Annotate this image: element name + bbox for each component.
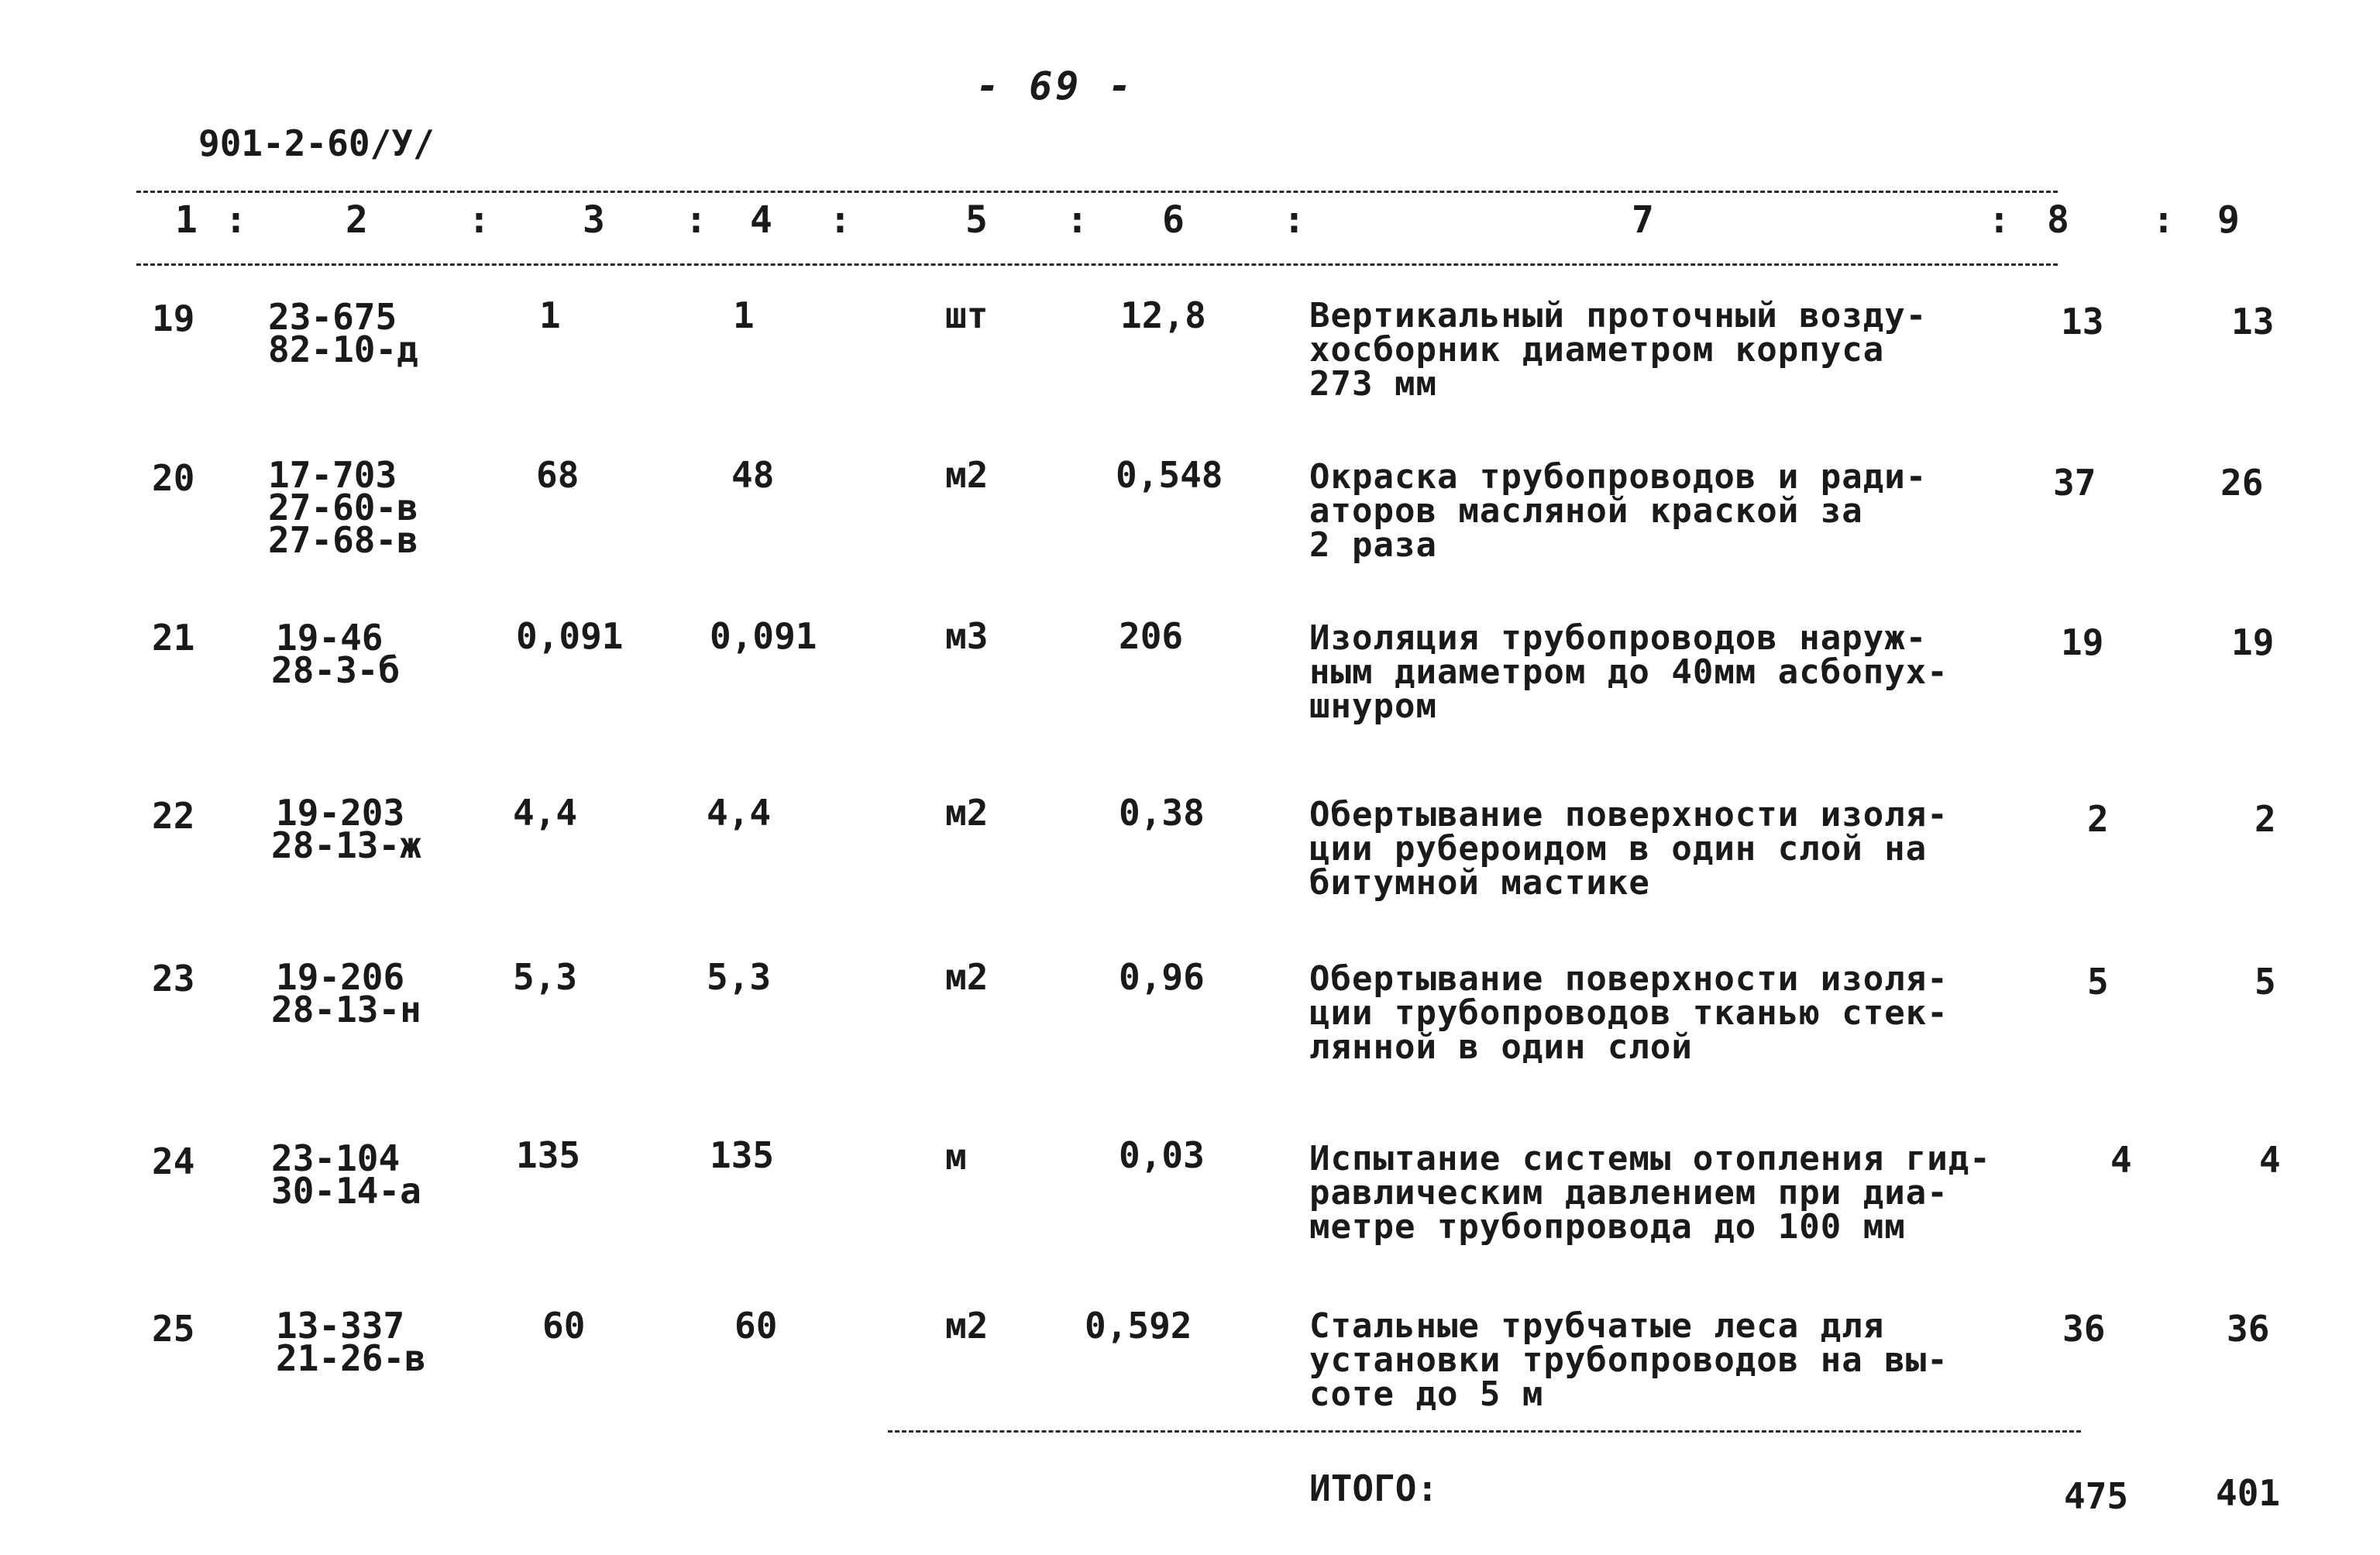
amount-col9: 5 <box>2254 961 2276 1003</box>
unit-price: 0,592 <box>1085 1305 1192 1347</box>
total-separator-rule <box>888 1430 2081 1433</box>
quantity-col3: 1 <box>539 294 561 336</box>
header-top-rule <box>136 191 2058 193</box>
unit: м <box>945 1136 967 1178</box>
page-number: - 69 - <box>976 64 1135 108</box>
quantity-col4: 0,091 <box>710 615 817 657</box>
work-description: Испытание системы отопления гид- <box>1309 1139 1991 1178</box>
norm-code: 19-46 <box>276 617 383 659</box>
total-col8: 475 <box>2064 1475 2129 1517</box>
col-header-1: 1 <box>175 198 198 242</box>
work-description: 273 мм <box>1309 364 1437 404</box>
norm-code: 28-13-ж <box>271 824 421 866</box>
unit: м2 <box>945 956 989 998</box>
col-separator: : <box>685 198 707 242</box>
amount-col8: 19 <box>2061 621 2104 663</box>
work-description: Обертывание поверхности изоля- <box>1309 795 1948 834</box>
col-separator: : <box>829 198 851 242</box>
col-separator: : <box>1283 198 1305 242</box>
work-description: ции трубопроводов тканью стек- <box>1309 993 1948 1033</box>
work-description: Вертикальный проточный возду- <box>1309 296 1928 335</box>
norm-code: 28-3-б <box>271 649 401 691</box>
row-number: 25 <box>152 1308 195 1350</box>
work-description: аторов масляной краской за <box>1309 491 1863 531</box>
col-header-5: 5 <box>965 198 988 242</box>
quantity-col3: 60 <box>542 1305 586 1347</box>
work-description: шнуром <box>1309 686 1437 726</box>
quantity-col3: 0,091 <box>516 615 624 657</box>
norm-code: 21-26-в <box>276 1337 426 1379</box>
row-number: 20 <box>152 457 195 499</box>
col-header-3: 3 <box>583 198 605 242</box>
row-number: 22 <box>152 795 195 837</box>
amount-col9: 4 <box>2259 1139 2281 1181</box>
amount-col9: 2 <box>2254 798 2276 840</box>
amount-col9: 19 <box>2231 621 2275 663</box>
col-header-9: 9 <box>2217 198 2240 242</box>
col-separator: : <box>1066 198 1089 242</box>
quantity-col4: 4,4 <box>707 792 772 834</box>
work-description: соте до 5 м <box>1309 1374 1544 1414</box>
work-description: установки трубопроводов на вы- <box>1309 1340 1948 1380</box>
unit-price: 0,03 <box>1119 1134 1205 1176</box>
total-label: ИТОГО: <box>1309 1467 1439 1509</box>
work-description: ции рубероидом в один слой на <box>1309 829 1928 869</box>
norm-code: 27-60-в <box>268 487 418 528</box>
work-description: хосборник диаметром корпуса <box>1309 330 1885 370</box>
work-description: метре трубопровода до 100 мм <box>1309 1207 1906 1247</box>
norm-code: 17-703 <box>268 454 397 496</box>
document-code: 901-2-60/У/ <box>198 122 435 164</box>
row-number: 19 <box>152 298 195 339</box>
quantity-col4: 5,3 <box>707 956 772 998</box>
norm-code: 27-68-в <box>268 519 418 561</box>
total-col9: 401 <box>2216 1472 2281 1514</box>
quantity-col3: 68 <box>536 454 580 496</box>
unit: м2 <box>945 792 989 834</box>
work-description: ным диаметром до 40мм асбопух- <box>1309 652 1948 692</box>
norm-code: 13-337 <box>276 1305 405 1347</box>
work-description: Окраска трубопроводов и ради- <box>1309 457 1928 497</box>
amount-col8: 2 <box>2087 798 2109 840</box>
unit-price: 0,96 <box>1119 956 1205 998</box>
unit: м2 <box>945 1305 989 1347</box>
row-number: 24 <box>152 1140 195 1182</box>
unit-price: 0,38 <box>1119 792 1205 834</box>
col-header-6: 6 <box>1162 198 1185 242</box>
amount-col9: 13 <box>2231 301 2275 342</box>
work-description: Изоляция трубопроводов наруж- <box>1309 618 1928 658</box>
row-number: 21 <box>152 617 195 659</box>
col-separator: : <box>468 198 490 242</box>
quantity-col4: 1 <box>733 294 755 336</box>
quantity-col3: 5,3 <box>513 956 578 998</box>
quantity-col4: 60 <box>734 1305 778 1347</box>
amount-col9: 26 <box>2220 462 2264 504</box>
work-description: Обертывание поверхности изоля- <box>1309 959 1948 999</box>
col-separator: : <box>1988 198 2010 242</box>
amount-col8: 37 <box>2053 462 2096 504</box>
work-description: лянной в один слой <box>1309 1027 1693 1067</box>
row-number: 23 <box>152 958 195 999</box>
header-bottom-rule <box>136 263 2058 266</box>
unit: шт <box>945 294 989 336</box>
col-header-7: 7 <box>1632 198 1654 242</box>
col-header-2: 2 <box>346 198 368 242</box>
col-header-4: 4 <box>750 198 772 242</box>
col-separator: : <box>2152 198 2175 242</box>
norm-code: 19-203 <box>276 792 405 834</box>
work-description: Стальные трубчатые леса для <box>1309 1306 1885 1346</box>
norm-code: 23-104 <box>271 1137 401 1179</box>
norm-code: 82-10-д <box>268 329 418 370</box>
quantity-col4: 135 <box>710 1134 775 1176</box>
unit-price: 0,548 <box>1116 454 1223 496</box>
quantity-col3: 135 <box>516 1134 581 1176</box>
work-description: 2 раза <box>1309 525 1437 565</box>
unit-price: 206 <box>1119 615 1184 657</box>
amount-col9: 36 <box>2227 1308 2270 1350</box>
amount-col8: 36 <box>2062 1308 2106 1350</box>
unit: м2 <box>945 454 989 496</box>
quantity-col4: 48 <box>731 454 775 496</box>
amount-col8: 4 <box>2110 1139 2132 1181</box>
quantity-col3: 4,4 <box>513 792 578 834</box>
col-separator: : <box>225 198 247 242</box>
norm-code: 28-13-н <box>271 989 421 1030</box>
amount-col8: 5 <box>2087 961 2109 1003</box>
work-description: равлическим давлением при диа- <box>1309 1173 1948 1213</box>
norm-code: 23-675 <box>268 296 397 338</box>
col-header-8: 8 <box>2047 198 2069 242</box>
unit-price: 12,8 <box>1120 294 1206 336</box>
amount-col8: 13 <box>2061 301 2104 342</box>
work-description: битумной мастике <box>1309 863 1650 903</box>
unit: м3 <box>945 615 989 657</box>
norm-code: 30-14-а <box>271 1170 421 1212</box>
norm-code: 19-206 <box>276 956 405 998</box>
